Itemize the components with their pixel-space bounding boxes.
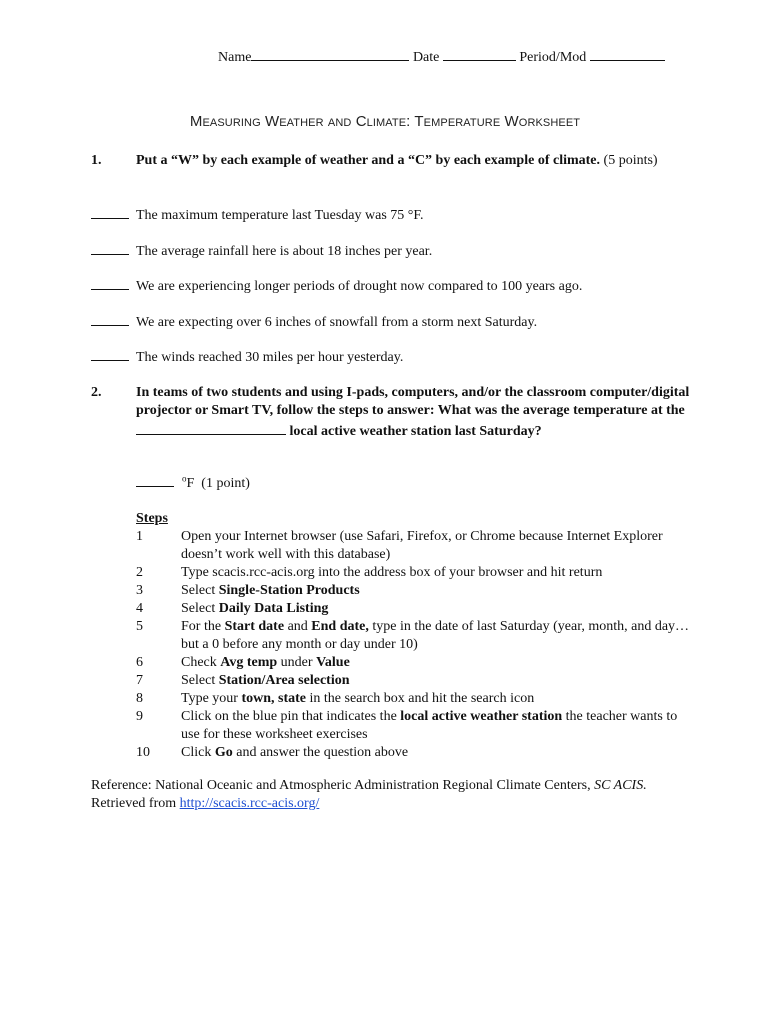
statement-text: The maximum temperature last Tuesday was 75 °F. bbox=[136, 208, 424, 223]
answer-blank bbox=[91, 348, 129, 361]
step-text bbox=[181, 744, 696, 762]
step-text-part: under bbox=[277, 655, 317, 670]
statement-text: The winds reached 30 miles per hour yesterday. bbox=[136, 350, 404, 365]
step-number: 7 bbox=[136, 673, 143, 688]
answer-points: (1 point) bbox=[201, 476, 250, 491]
step-text-part: type in the date of last Saturday (year, month, and day…but a 0 before any month or day under 10) bbox=[181, 619, 690, 652]
step-item bbox=[136, 582, 696, 600]
step-text bbox=[181, 708, 696, 744]
question-1-number: 1. bbox=[91, 153, 102, 168]
step-text-part: For the bbox=[181, 619, 225, 634]
reference-source: SC ACIS. bbox=[594, 778, 647, 793]
step-text-part: Click bbox=[181, 745, 215, 760]
question-2-answer bbox=[136, 474, 250, 493]
step-text-part: Value bbox=[316, 655, 350, 670]
question-2-prompt-a: In teams of two students and using I-pads, computers, and/or the classroom computer/digital projector or Smart TV, follow the steps to answer: What was the average temperature at the bbox=[136, 385, 690, 418]
period-blank bbox=[590, 46, 665, 61]
step-text-part: Start date bbox=[224, 619, 285, 634]
statement-row bbox=[91, 242, 432, 261]
step-text-part: local active weather station bbox=[400, 709, 563, 724]
steps-list bbox=[136, 528, 696, 762]
period-label: Period/Mod bbox=[519, 50, 587, 65]
step-text-part: Avg temp bbox=[220, 655, 278, 670]
answer-blank bbox=[91, 206, 129, 219]
step-text-part: Select bbox=[181, 601, 219, 616]
step-text-part: Select bbox=[181, 583, 219, 598]
statement-row bbox=[91, 206, 424, 225]
answer-blank bbox=[136, 474, 174, 487]
header-fields bbox=[218, 46, 665, 67]
worksheet-title: Measuring Weather and Climate: Temperature Worksheet bbox=[189, 113, 581, 130]
step-text-part: Station/Area selection bbox=[218, 673, 350, 688]
step-item bbox=[136, 600, 696, 618]
step-text-part: Open your Internet browser (use Safari, Firefox, or Chrome because Internet Explorer doesn’t work well with this database) bbox=[181, 529, 663, 562]
reference-text: Reference: National Oceanic and Atmospheric Administration Regional Climate Centers, bbox=[91, 778, 591, 793]
answer-blank bbox=[91, 242, 129, 255]
step-text-part: Click on the blue pin that indicates the bbox=[181, 709, 401, 724]
step-text bbox=[181, 654, 696, 672]
step-number: 9 bbox=[136, 709, 143, 724]
step-number: 1 bbox=[136, 529, 143, 544]
steps-heading: Steps bbox=[136, 511, 168, 526]
statement-text: The average rainfall here is about 18 inches per year. bbox=[136, 244, 433, 259]
step-item bbox=[136, 618, 696, 654]
degree-sup: o bbox=[182, 473, 187, 484]
step-text-part: Type scacis.rcc-acis.org into the address box of your browser and hit return bbox=[181, 565, 603, 580]
step-text-part: End date, bbox=[311, 619, 369, 634]
statement-text: We are expecting over 6 inches of snowfall from a storm next Saturday. bbox=[136, 315, 538, 330]
reference bbox=[91, 777, 671, 813]
name-label: Name bbox=[218, 50, 252, 65]
step-text bbox=[181, 528, 696, 564]
station-blank bbox=[136, 420, 286, 435]
step-item bbox=[136, 528, 696, 564]
step-text-part: the teacher wants to use for these worksheet exercises bbox=[181, 709, 678, 742]
statement-row bbox=[91, 348, 403, 367]
step-text bbox=[181, 600, 696, 618]
date-label: Date bbox=[412, 50, 440, 65]
question-2-number: 2. bbox=[91, 385, 102, 400]
statement-text: We are experiencing longer periods of drought now compared to 100 years ago. bbox=[136, 279, 583, 294]
step-text bbox=[181, 582, 696, 600]
answer-blank bbox=[91, 313, 129, 326]
step-text-part: Type your bbox=[181, 691, 242, 706]
step-item bbox=[136, 654, 696, 672]
name-blank bbox=[251, 46, 409, 61]
step-text bbox=[181, 618, 696, 654]
date-blank bbox=[443, 46, 516, 61]
step-item bbox=[136, 744, 696, 762]
step-text-part: Go bbox=[214, 745, 233, 760]
question-1-points: (5 points) bbox=[603, 153, 658, 168]
step-item bbox=[136, 690, 696, 708]
question-2-text bbox=[136, 384, 696, 441]
reference-link[interactable]: http://scacis.rcc-acis.org/ bbox=[179, 796, 320, 811]
step-number: 2 bbox=[136, 565, 143, 580]
question-2-prompt-b: local active weather station last Saturday? bbox=[289, 424, 542, 439]
answer-blank bbox=[91, 277, 129, 290]
question-1-text bbox=[136, 152, 696, 170]
step-text bbox=[181, 690, 696, 708]
step-text bbox=[181, 564, 696, 582]
step-text-part: in the search box and hit the search icon bbox=[306, 691, 535, 706]
step-text-part: and bbox=[284, 619, 312, 634]
step-text-part: Select bbox=[181, 673, 219, 688]
answer-unit: F bbox=[186, 476, 195, 491]
question-1-prompt: Put a “W” by each example of weather and a “C” by each example of climate. bbox=[136, 153, 601, 168]
step-text-part: Check bbox=[181, 655, 221, 670]
step-item bbox=[136, 564, 696, 582]
step-number: 8 bbox=[136, 691, 143, 706]
step-item bbox=[136, 672, 696, 690]
step-number: 3 bbox=[136, 583, 143, 598]
step-number: 6 bbox=[136, 655, 143, 670]
statement-row bbox=[91, 313, 537, 332]
step-item bbox=[136, 708, 696, 744]
reference-retrieved: Retrieved from bbox=[91, 796, 177, 811]
step-text-part: Single-Station Products bbox=[218, 583, 360, 598]
step-text bbox=[181, 672, 696, 690]
step-text-part: Daily Data Listing bbox=[218, 601, 329, 616]
step-text-part: and answer the question above bbox=[232, 745, 409, 760]
step-number: 5 bbox=[136, 619, 143, 634]
step-number: 4 bbox=[136, 601, 143, 616]
step-number: 10 bbox=[136, 745, 150, 760]
statement-row bbox=[91, 277, 582, 296]
step-text-part: town, state bbox=[241, 691, 306, 706]
